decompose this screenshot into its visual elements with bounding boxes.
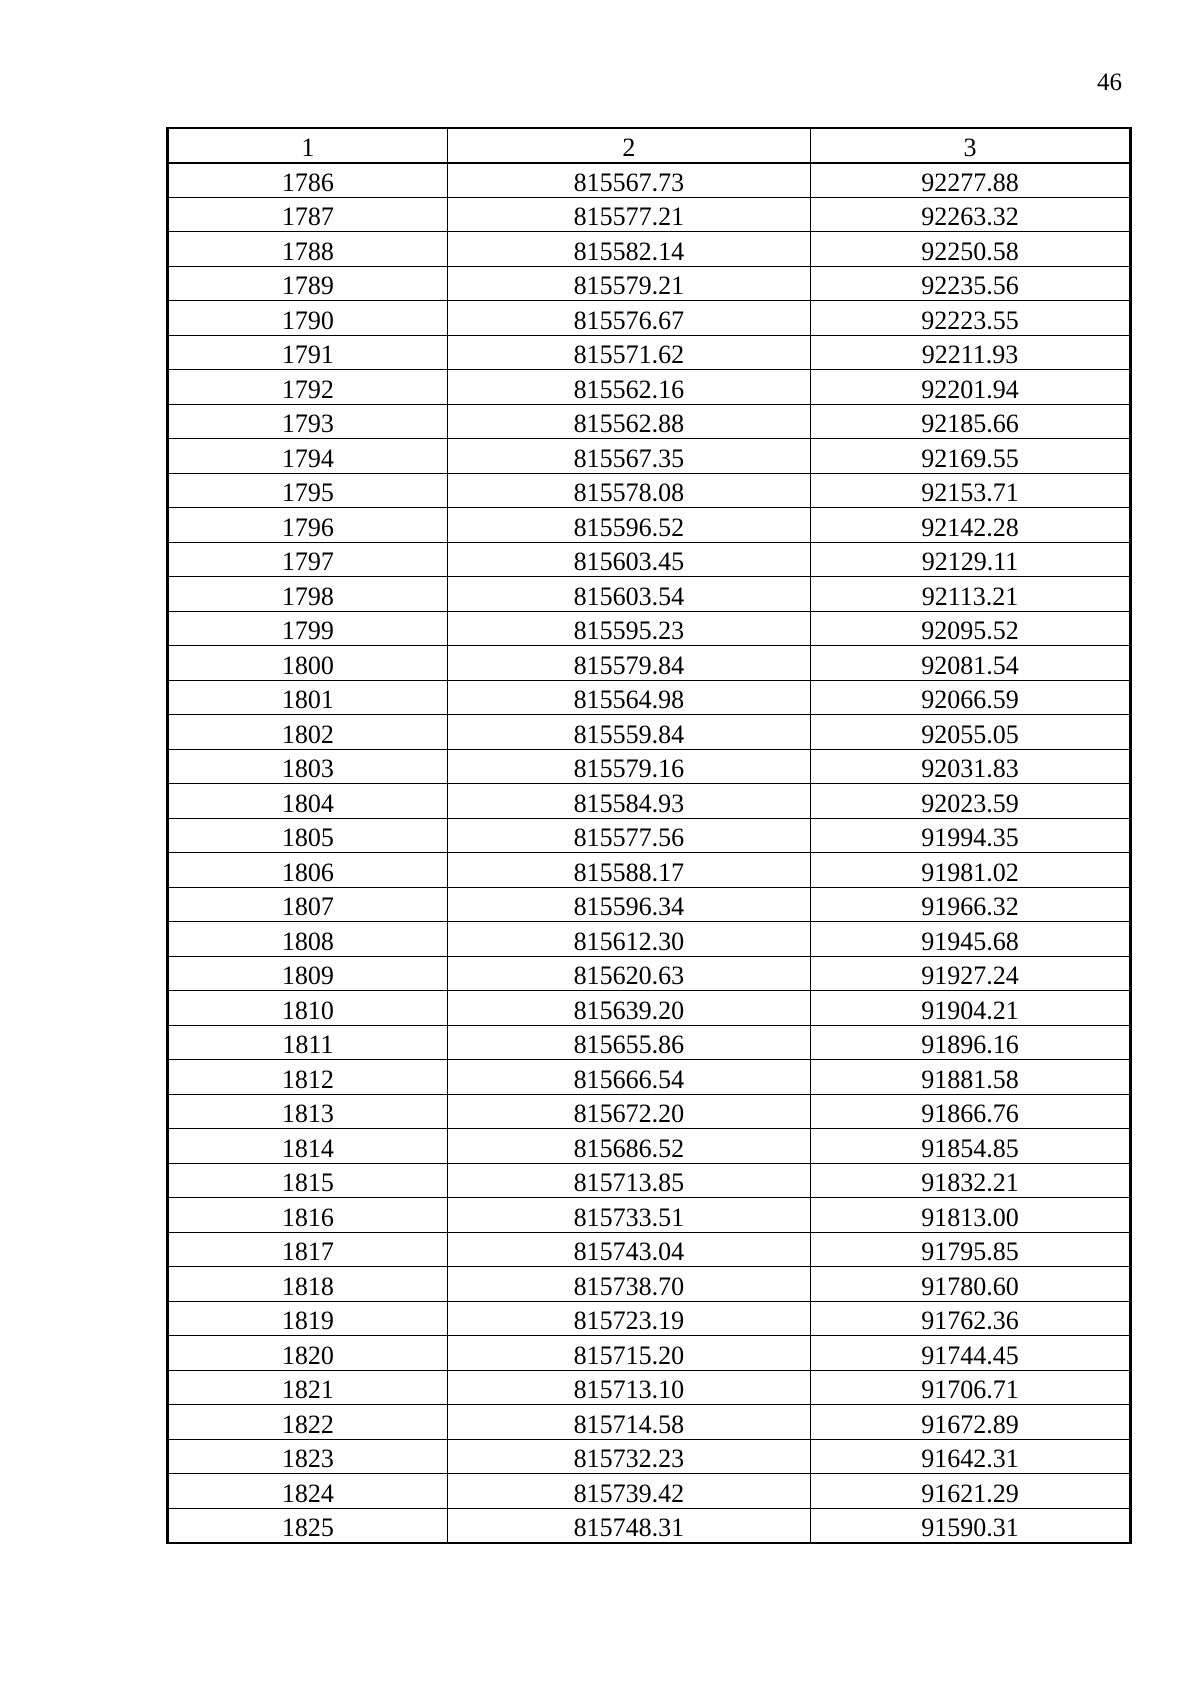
coordinate-x-cell: 815713.10 (447, 1370, 810, 1405)
coordinate-y-cell: 91945.68 (810, 922, 1130, 957)
coordinate-y-cell: 91744.45 (810, 1336, 1130, 1371)
coordinate-x-cell: 815686.52 (447, 1129, 810, 1164)
coordinate-x-cell: 815595.23 (447, 611, 810, 646)
coordinate-x-cell: 815739.42 (447, 1474, 810, 1509)
coordinate-x-cell: 815672.20 (447, 1094, 810, 1129)
coordinate-y-cell: 91762.36 (810, 1301, 1130, 1336)
point-number-cell: 1816 (168, 1198, 448, 1233)
coordinate-y-cell: 91621.29 (810, 1474, 1130, 1509)
table-row (168, 749, 1131, 784)
coordinate-y-cell: 91706.71 (810, 1370, 1130, 1405)
point-number-cell: 1814 (168, 1129, 448, 1164)
coordinate-x-cell: 815588.17 (447, 853, 810, 888)
table-row (168, 1336, 1131, 1371)
point-number-cell: 1787 (168, 197, 448, 232)
point-number-cell: 1811 (168, 1025, 448, 1060)
coordinate-x-cell: 815562.88 (447, 404, 810, 439)
coordinate-y-cell: 92113.21 (810, 577, 1130, 612)
table-row (168, 887, 1131, 922)
table-row (168, 232, 1131, 267)
coordinate-y-cell: 91832.21 (810, 1163, 1130, 1198)
table-row (168, 370, 1131, 405)
point-number-cell: 1819 (168, 1301, 448, 1336)
point-number-cell: 1805 (168, 818, 448, 853)
table-row (168, 1474, 1131, 1509)
point-number-cell: 1795 (168, 473, 448, 508)
coordinate-x-cell: 815603.45 (447, 542, 810, 577)
coordinate-x-cell: 815612.30 (447, 922, 810, 957)
point-number-cell: 1821 (168, 1370, 448, 1405)
point-number-cell: 1789 (168, 266, 448, 301)
table-row (168, 680, 1131, 715)
coordinate-x-cell: 815723.19 (447, 1301, 810, 1336)
table-row (168, 1060, 1131, 1095)
table-row (168, 991, 1131, 1026)
coordinate-x-cell: 815564.98 (447, 680, 810, 715)
point-number-cell: 1820 (168, 1336, 448, 1371)
coordinate-x-cell: 815732.23 (447, 1439, 810, 1474)
point-number-cell: 1802 (168, 715, 448, 750)
coordinate-x-cell: 815578.08 (447, 473, 810, 508)
coordinate-x-cell: 815713.85 (447, 1163, 810, 1198)
coordinate-x-cell: 815748.31 (447, 1508, 810, 1543)
coordinate-y-cell: 92185.66 (810, 404, 1130, 439)
coordinate-x-cell: 815584.93 (447, 784, 810, 819)
coordinate-x-cell: 815577.21 (447, 197, 810, 232)
table-row (168, 1163, 1131, 1198)
table-row (168, 784, 1131, 819)
coordinate-x-cell: 815567.73 (447, 163, 810, 198)
table-row (168, 163, 1131, 198)
table-body (168, 163, 1131, 1543)
coordinate-y-cell: 92031.83 (810, 749, 1130, 784)
point-number-cell: 1809 (168, 956, 448, 991)
point-number-cell: 1792 (168, 370, 448, 405)
table-row (168, 1508, 1131, 1543)
table-row (168, 956, 1131, 991)
table-row (168, 1405, 1131, 1440)
table-row (168, 611, 1131, 646)
coordinate-y-cell: 92153.71 (810, 473, 1130, 508)
coordinate-y-cell: 91981.02 (810, 853, 1130, 888)
table-row (168, 1370, 1131, 1405)
table-row (168, 1439, 1131, 1474)
coordinate-x-cell: 815639.20 (447, 991, 810, 1026)
coordinate-x-cell: 815562.16 (447, 370, 810, 405)
point-number-cell: 1808 (168, 922, 448, 957)
table-row (168, 404, 1131, 439)
table-row (168, 335, 1131, 370)
point-number-cell: 1800 (168, 646, 448, 681)
coordinate-y-cell: 91966.32 (810, 887, 1130, 922)
coordinate-y-cell: 92235.56 (810, 266, 1130, 301)
page-number: 46 (1097, 69, 1122, 96)
coordinate-x-cell: 815576.67 (447, 301, 810, 336)
coordinate-x-cell: 815559.84 (447, 715, 810, 750)
coordinate-x-cell: 815738.70 (447, 1267, 810, 1302)
point-number-cell: 1801 (168, 680, 448, 715)
point-number-cell: 1788 (168, 232, 448, 267)
coordinate-y-cell: 92055.05 (810, 715, 1130, 750)
coordinate-y-cell: 92169.55 (810, 439, 1130, 474)
table-row (168, 577, 1131, 612)
point-number-cell: 1822 (168, 1405, 448, 1440)
coordinate-x-cell: 815596.52 (447, 508, 810, 543)
point-number-cell: 1804 (168, 784, 448, 819)
coordinate-x-cell: 815733.51 (447, 1198, 810, 1233)
table-row (168, 1094, 1131, 1129)
coordinate-x-cell: 815582.14 (447, 232, 810, 267)
coordinate-y-cell: 92211.93 (810, 335, 1130, 370)
point-number-cell: 1823 (168, 1439, 448, 1474)
coordinate-y-cell: 91780.60 (810, 1267, 1130, 1302)
coordinate-y-cell: 91642.31 (810, 1439, 1130, 1474)
coordinate-y-cell: 91590.31 (810, 1508, 1130, 1543)
coordinates-table (166, 127, 1132, 1544)
table-row (168, 266, 1131, 301)
table-row (168, 818, 1131, 853)
table-row (168, 439, 1131, 474)
table-row (168, 715, 1131, 750)
coordinate-x-cell: 815743.04 (447, 1232, 810, 1267)
coordinate-x-cell: 815579.84 (447, 646, 810, 681)
coordinate-y-cell: 92142.28 (810, 508, 1130, 543)
coordinate-y-cell: 91813.00 (810, 1198, 1130, 1233)
point-number-cell: 1815 (168, 1163, 448, 1198)
coordinate-y-cell: 92263.32 (810, 197, 1130, 232)
table-row (168, 508, 1131, 543)
coordinate-x-cell: 815603.54 (447, 577, 810, 612)
table-row (168, 1301, 1131, 1336)
coordinate-y-cell: 92277.88 (810, 163, 1130, 198)
coordinate-y-cell: 92081.54 (810, 646, 1130, 681)
coordinate-x-cell: 815596.34 (447, 887, 810, 922)
coordinate-x-cell: 815579.16 (447, 749, 810, 784)
point-number-cell: 1790 (168, 301, 448, 336)
coordinate-y-cell: 91866.76 (810, 1094, 1130, 1129)
point-number-cell: 1799 (168, 611, 448, 646)
coordinate-y-cell: 92201.94 (810, 370, 1130, 405)
table-row (168, 853, 1131, 888)
point-number-cell: 1812 (168, 1060, 448, 1095)
coordinate-y-cell: 92095.52 (810, 611, 1130, 646)
coordinate-y-cell: 91672.89 (810, 1405, 1130, 1440)
point-number-cell: 1796 (168, 508, 448, 543)
point-number-cell: 1825 (168, 1508, 448, 1543)
coordinate-y-cell: 92223.55 (810, 301, 1130, 336)
coordinate-y-cell: 92129.11 (810, 542, 1130, 577)
table-row (168, 1232, 1131, 1267)
coordinate-y-cell: 91896.16 (810, 1025, 1130, 1060)
point-number-cell: 1818 (168, 1267, 448, 1302)
table-row (168, 542, 1131, 577)
point-number-cell: 1817 (168, 1232, 448, 1267)
point-number-cell: 1810 (168, 991, 448, 1026)
column-header-3: 3 (810, 128, 1130, 163)
point-number-cell: 1794 (168, 439, 448, 474)
coordinate-x-cell: 815666.54 (447, 1060, 810, 1095)
table-row (168, 922, 1131, 957)
column-header-2: 2 (447, 128, 810, 163)
coordinate-y-cell: 91795.85 (810, 1232, 1130, 1267)
coordinate-x-cell: 815714.58 (447, 1405, 810, 1440)
coordinate-x-cell: 815577.56 (447, 818, 810, 853)
table-row (168, 473, 1131, 508)
table-row (168, 301, 1131, 336)
point-number-cell: 1786 (168, 163, 448, 198)
table-row (168, 197, 1131, 232)
coordinate-x-cell: 815715.20 (447, 1336, 810, 1371)
table-row (168, 1025, 1131, 1060)
point-number-cell: 1807 (168, 887, 448, 922)
point-number-cell: 1793 (168, 404, 448, 439)
point-number-cell: 1791 (168, 335, 448, 370)
table-row (168, 646, 1131, 681)
point-number-cell: 1798 (168, 577, 448, 612)
coordinate-y-cell: 91854.85 (810, 1129, 1130, 1164)
coordinate-y-cell: 92250.58 (810, 232, 1130, 267)
point-number-cell: 1806 (168, 853, 448, 888)
table-row (168, 1267, 1131, 1302)
coordinate-y-cell: 91927.24 (810, 956, 1130, 991)
point-number-cell: 1803 (168, 749, 448, 784)
point-number-cell: 1824 (168, 1474, 448, 1509)
coordinate-y-cell: 92023.59 (810, 784, 1130, 819)
coordinate-x-cell: 815571.62 (447, 335, 810, 370)
coordinate-x-cell: 815567.35 (447, 439, 810, 474)
column-header-1: 1 (168, 128, 448, 163)
coordinate-y-cell: 91904.21 (810, 991, 1130, 1026)
coordinate-y-cell: 91994.35 (810, 818, 1130, 853)
point-number-cell: 1813 (168, 1094, 448, 1129)
coordinate-x-cell: 815655.86 (447, 1025, 810, 1060)
table-row (168, 1198, 1131, 1233)
point-number-cell: 1797 (168, 542, 448, 577)
coordinate-x-cell: 815620.63 (447, 956, 810, 991)
coordinate-y-cell: 92066.59 (810, 680, 1130, 715)
table-row (168, 1129, 1131, 1164)
table-header-row (168, 128, 1131, 163)
coordinate-y-cell: 91881.58 (810, 1060, 1130, 1095)
coordinate-x-cell: 815579.21 (447, 266, 810, 301)
